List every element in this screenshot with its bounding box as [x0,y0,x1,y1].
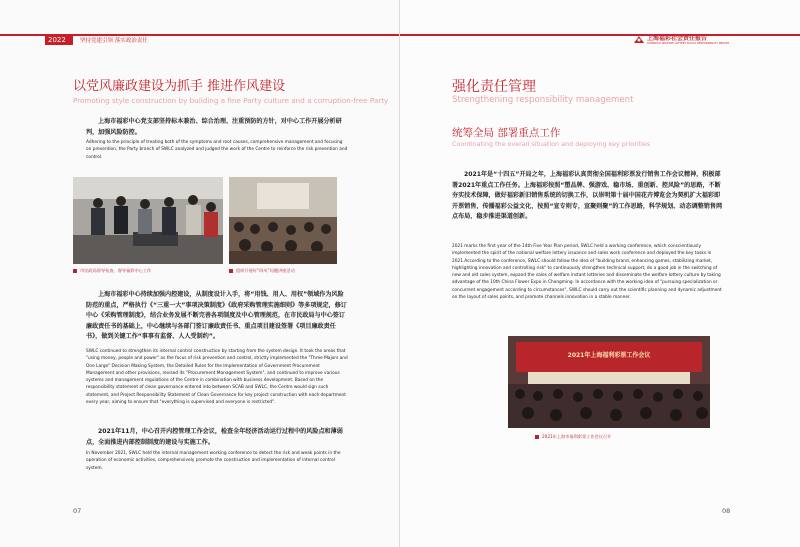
paragraph-en-3: In November 2021, SWLC held the internal management working conference to detect the risk and weak points in the operation of economic activities, comprehensively promote the construction and implementation of internal control system. [86,451,341,471]
paragraph-cn-1: 上海市福彩中心党支部坚持标本兼治、综合治理、注重预防的方针，对中心工作开展分析研判，加强风险防控。 [86,118,342,136]
right-page [400,0,800,547]
photo-caption-text: 2021年上海市福利彩票工作会议召开 [542,434,612,439]
inspection-photo-art [73,177,223,264]
photo-caption [535,434,611,440]
header-year: 2022 [48,36,66,44]
paragraph-cn-1: 2021年是“十四五”开局之年，上海福彩认真贯彻全国福利彩票发行销售工作会议精神，积极部署2021年重点工作任务。上海福彩按照“塑品牌、强游戏、稳市场、重创新、控风险”的思路，不断夯实技术保障，做好福彩新旧销售系统的切换工作，以崇明第十届中国花卉博览会为契机扩大福彩即开票销售，传播福彩公益文化，按照“宣专则专，宣聚则聚”的工作思路，科学规划、动态调整销售网点布局，稳步推进渠道创新。 [452,171,723,220]
paragraph-en-2: SWLC continued to strengthen its internal control construction by starting from the system design. It took the areas that "using money, people and power" as the focus of risk prevention and control, strictly implemented the "Three Majors and One Large" Decision Making System, the Detailed Rules for the Implementation of Government Procurement Management and other provisions, revised its "Procurement Management System", and continued to improve various systems and management regulations of the Centre in combination with business development. Based on the responsibility statement of clean governance entered into between SCAB and SWLC, the Centre would sign such statement, and Project Responsibility Statement of Clean Governance for key project construction with each department every year, aiming to ensure that "everything is supervised and everyone is restricted". [86,349,348,406]
caption-marker [229,269,233,273]
paragraph-en-1: 2021 marks the first year of the 14th Five Year Plan period, SWLC held a working conference, which conscientiously implemented the spirit of the national welfare lottery issuance and sales work conference and deployed the key tasks in 2021.According to the conference, SWLC should follow the idea of "building brand, enhancing games, stabilizing market, highlighting innovation and controlling risk" to continuously strengthen technical support, do a good job in the switching of new and old sales system, expand the sales of welfare instant lotteries and disseminate the welfare lottery culture by taking advantage of the 10th China Flower Expo in Chongming. In accordance with the working idea of "pursuing specialization or concurrent engagement according to circumstances", SWLC should carry out the scientific planning and dynamic adjustment on the layout of sales points, and promote channels innovation in a stable manner. [452,244,722,301]
page-number: 07 [73,507,82,515]
conference-photo [508,336,710,428]
logo-text: 上海福彩社会责任报告 [647,35,708,42]
conference-banner-text: 2021年上海福利彩票工作会议 [567,352,651,359]
paragraph-cn-3: 2021年11月，中心召开内控管理工作会议，检查全年经济活动运行过程中的风险点和薄弱点，全面推进内部控制制度的建设与实施工作。 [86,428,343,446]
subsection-title-en: Coordinating the overall situation and deploying key priorities [452,140,651,148]
section-title: 强化责任管理 [452,79,536,95]
paragraph-cn-2: 上海市福彩中心持续加强内控建设，从制度设计入手，将“用钱、用人、用权”领域作为风险防范的重点，严格执行《“三重一大”事项决策制度》《政府采购管理实施细则》等多项规定，修订中心《采购管理制度》，结合业务发展不断完善各项制度及中心管理规范，在市民政局与中心签订廉政责任书的基础上，中心继续与各部门签订廉政责任书、重点项目建设签署《项目廉政责任书》，做到关键工作“事事有监督、人人受制约”。 [86,291,347,340]
section-title-en: Strengthening responsibility management [452,95,634,105]
right-header [400,0,800,46]
inspection-photo [73,177,223,264]
caption-marker [73,269,77,273]
lecture-photo-art [229,177,337,264]
left-header [0,0,400,46]
logo-text-en: SHANGHAI WELFARE LOTTERY SOCIAL RESPONSIBILITY REPORT [647,42,730,45]
photo-caption-1 [73,268,151,274]
header-rule [400,34,800,36]
section-title-en: Promoting style construction by building a fine Party culture and a corruption-free Party [73,96,389,105]
photo-caption-2-text: 组织开展好“四风”问题讲座活动 [236,268,295,273]
subsection-title: 统筹全局 部署重点工作 [452,127,561,139]
section-title: 以党风廉政建设为抓手 推进作风建设 [73,79,286,94]
caption-marker [535,435,539,439]
welfare-logo-icon [633,35,645,44]
page-number: 08 [722,507,731,515]
photo-caption-1-text: 市民政局领导检查、督导福彩中心工作 [80,268,152,273]
paragraph-en-1: Adhering to the principle of treating both of the symptoms and root causes, comprehensive management and focusing on prevention, the Party branch of SWLC analyzed and judged the work of the Centre to reinforce the risk prevention and control. [86,140,348,160]
lecture-photo [229,177,337,264]
header-section: 坚持党建引领 落实政治责任 [80,38,148,44]
photo-caption-2 [229,268,295,274]
